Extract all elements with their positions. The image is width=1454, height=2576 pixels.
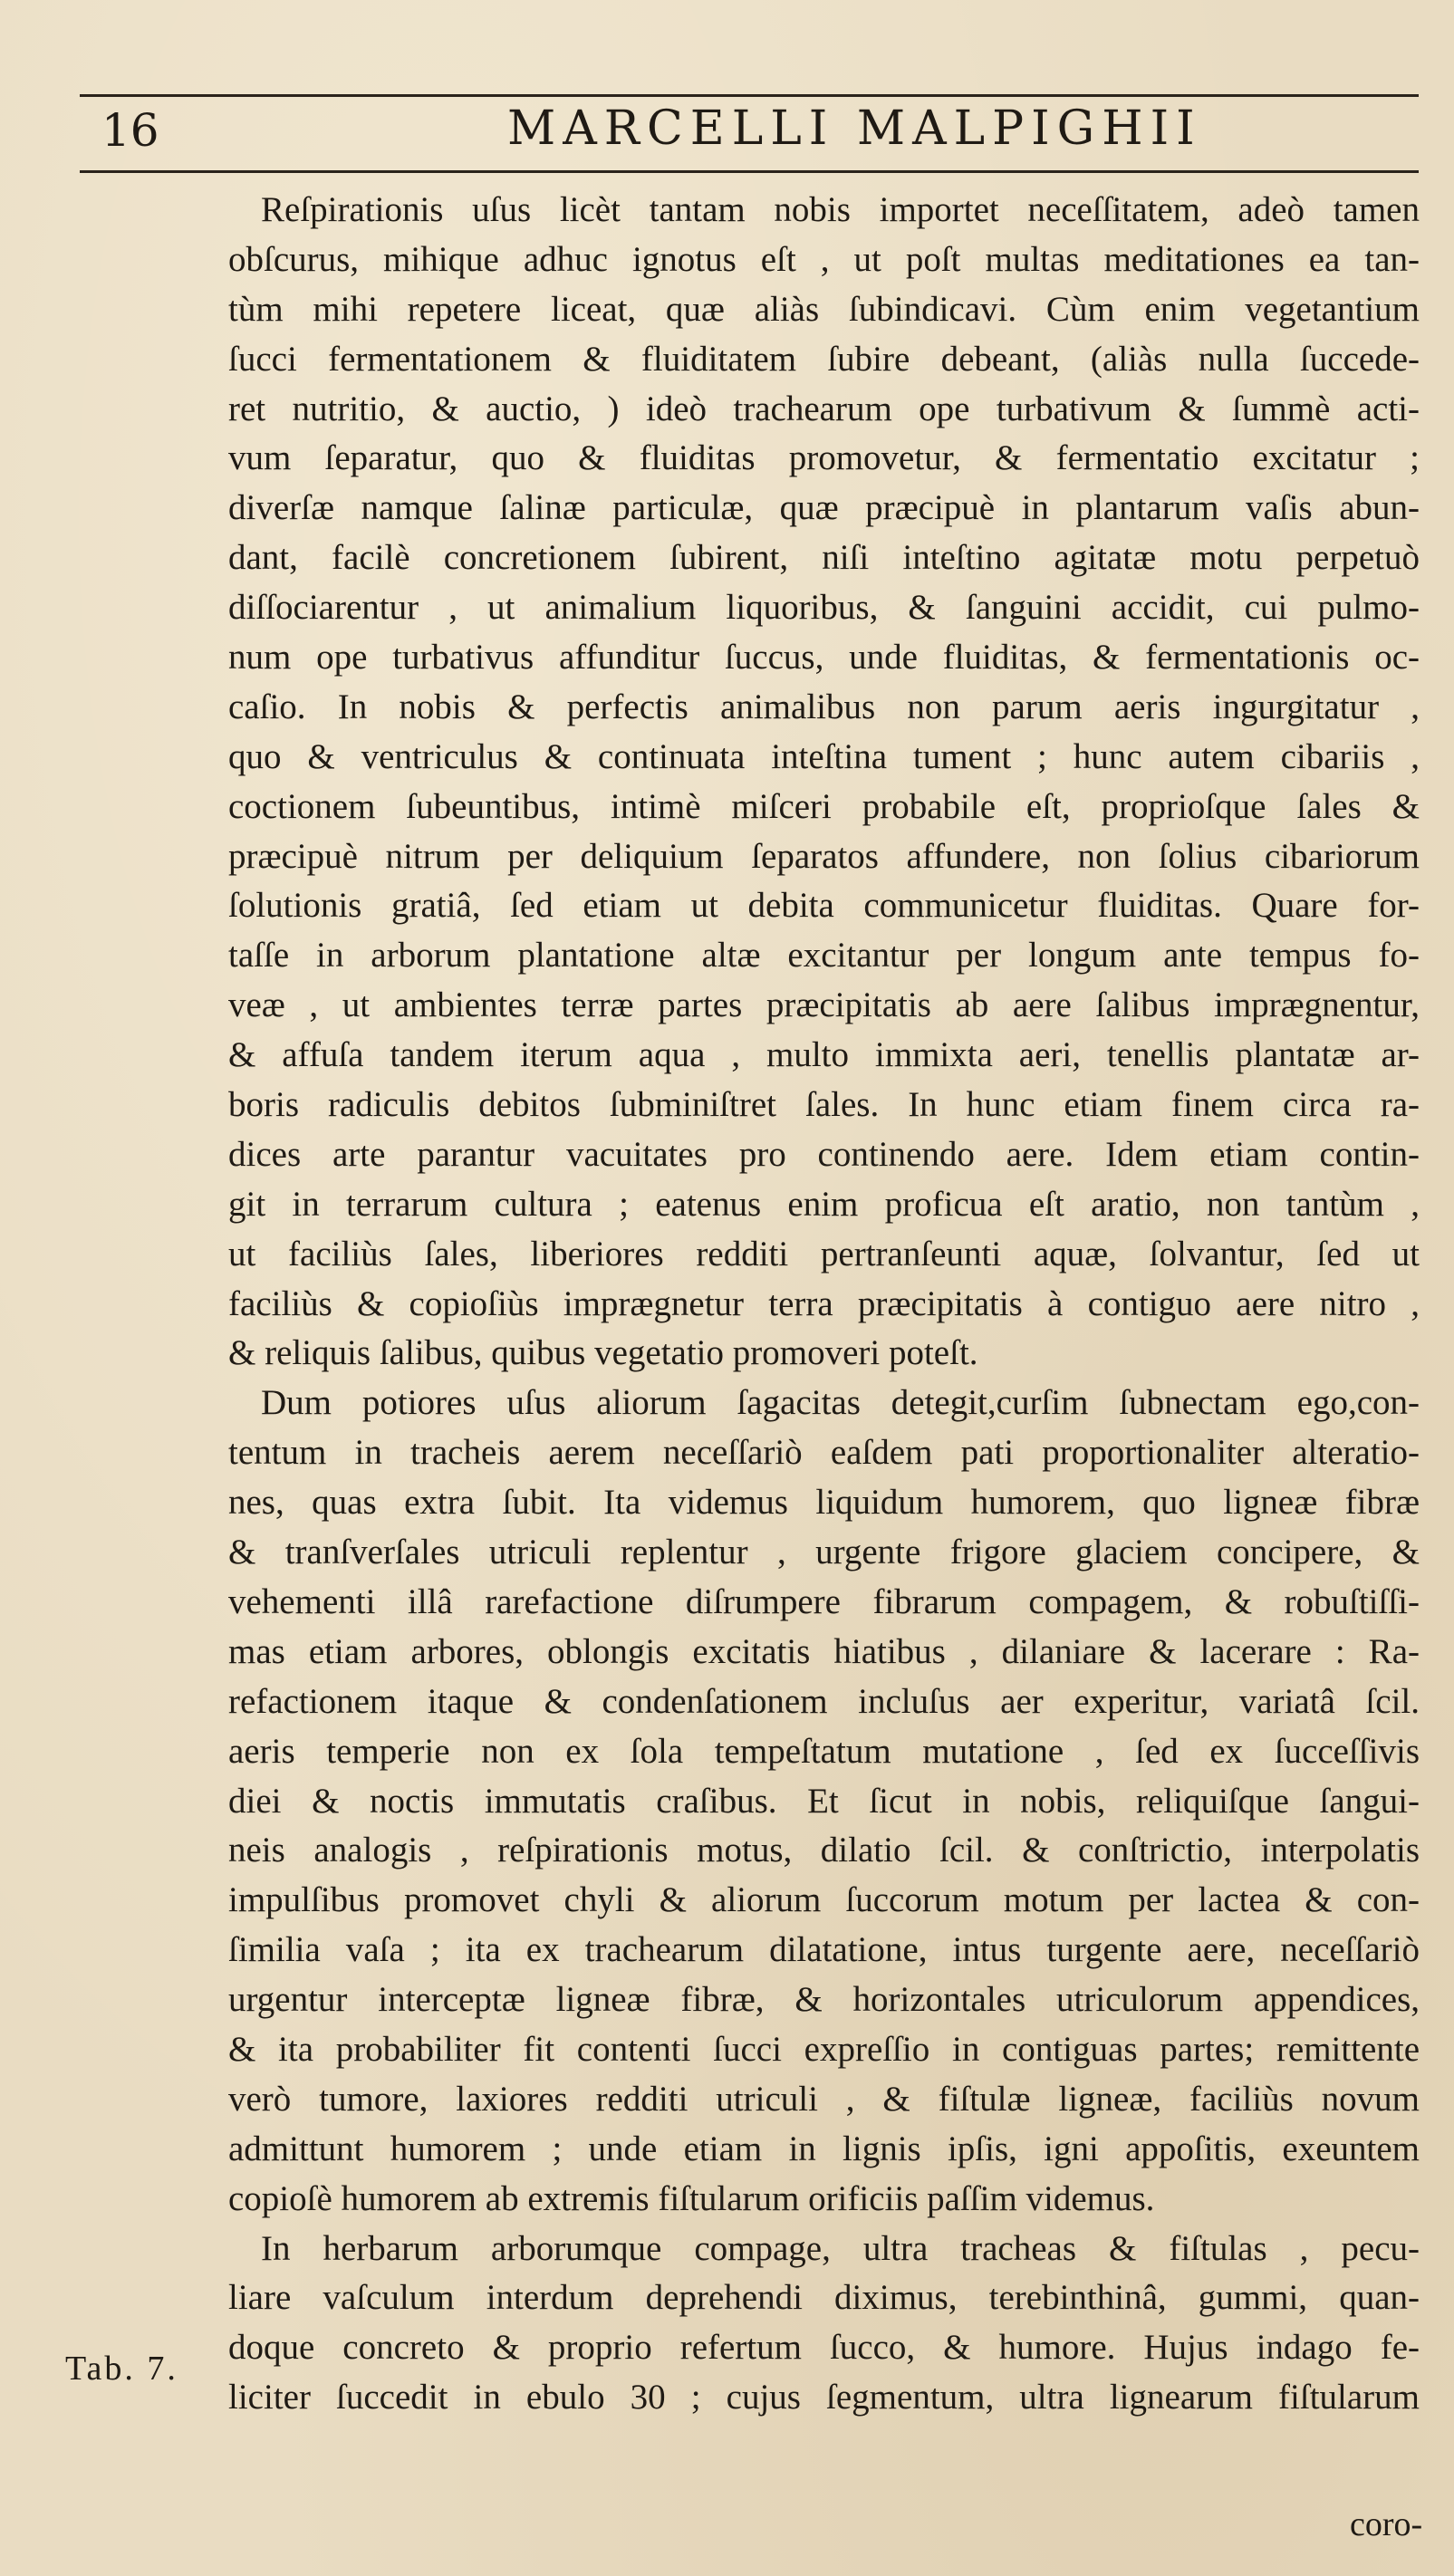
text-line: dant, facilè concretionem ſubirent, niſi inteſtino agitatæ motu perpetuò: [228, 538, 1420, 578]
text-line: & reliquis ſalibus, quibus vegetatio promoveri poteſt.: [228, 1333, 978, 1373]
text-line: taſſe in arborum plantatione altæ excitantur per longum ante tempus fo-: [228, 936, 1420, 976]
text-line: aeris temperie non ex ſola tempeſtatum mutatione , ſed ex ſucceſſivis: [228, 1731, 1420, 1771]
catchword: coro-: [1350, 2505, 1423, 2543]
text-line: doque concreto & proprio refertum ſucco, & humore. Hujus indago fe-: [228, 2328, 1420, 2368]
text-line: In herbarum arborumque compage, ultra tracheas & fiſtulas , pecu-: [261, 2228, 1420, 2268]
text-line: diei & noctis immutatis craſibus. Et ſicut in nobis, reliquiſque ſangui-: [228, 1781, 1420, 1821]
text-line: copioſè humorem ab extremis fiſtularum orificiis paſſim videmus.: [228, 2178, 1155, 2218]
text-line: Reſpirationis uſus licèt tantam nobis importet neceſſitatem, adeò tamen: [261, 190, 1420, 229]
text-line: veæ , ut ambientes terræ partes præcipitatis ab aere ſalibus imprægnentur,: [228, 985, 1420, 1025]
text-line: verò tumore, laxiores redditi utriculi , & fiſtulæ ligneæ, faciliùs novum: [228, 2079, 1420, 2119]
text-line: vehementi illâ rarefactione diſrumpere fibrarum compagem, & robuſtiſſi-: [228, 1581, 1420, 1621]
text-line: liare vaſculum interdum deprehendi diximus, terebinthinâ, gummi, quan-: [228, 2278, 1420, 2318]
text-line: vum ſeparatur, quo & fluiditas promovetur, & fermentatio excitatur ;: [228, 438, 1420, 478]
text-line: tentum in tracheis aerem neceſſariò eaſdem pati proportionaliter alteratio-: [228, 1433, 1420, 1473]
text-line: nes, quas extra ſubit. Ita videmus liquidum humorem, quo ligneæ fibræ: [228, 1483, 1420, 1523]
text-line: obſcurus, mihique adhuc ignotus eſt , ut poſt multas meditationes ea tan-: [228, 239, 1420, 279]
text-line: ſucci fermentationem & fluiditatem ſubire debeant, (aliàs nulla ſuccede-: [228, 339, 1420, 379]
text-line: ut faciliùs ſales, liberiores redditi pertranſeunti aquæ, ſolvantur, ſed ut: [228, 1234, 1420, 1274]
text-line: ſolutionis gratiâ, ſed etiam ut debita communicetur fluiditas. Quare for-: [228, 886, 1420, 926]
text-line: boris radiculis debitos ſubminiſtret ſales. In hunc etiam finem circa ra-: [228, 1085, 1420, 1125]
text-line: admittunt humorem ; unde etiam in lignis ipſis, igni appoſitis, exeuntem: [228, 2129, 1420, 2168]
text-line: urgentur interceptæ ligneæ fibræ, & horizontales utriculorum appendices,: [228, 1980, 1420, 2020]
text-line: quo & ventriculus & continuata inteſtina tument ; hunc autem cibariis ,: [228, 736, 1420, 776]
text-line: faciliùs & copioſiùs imprægnetur terra præcipitatis à contiguo aere nitro ,: [228, 1283, 1420, 1323]
text-line: mas etiam arbores, oblongis excitatis hiatibus , dilaniare & lacerare : Ra-: [228, 1631, 1420, 1671]
text-line: ſimilia vaſa ; ita ex trachearum dilatatione, intus turgente aere, neceſſariò: [228, 1930, 1420, 1970]
text-line: neis analogis , reſpirationis motus, dilatio ſcil. & conſtrictio, interpolatis: [228, 1831, 1420, 1870]
text-line: git in terrarum cultura ; eatenus enim proficua eſt aratio, non tantùm ,: [228, 1184, 1420, 1224]
text-line: refactionem itaque & condenſationem incluſus aer experitur, variatâ ſcil.: [228, 1681, 1420, 1721]
text-line: & ita probabiliter fit contenti ſucci expreſſio in contiguas partes; remittente: [228, 2029, 1420, 2069]
text-line: præcipuè nitrum per deliquium ſeparatos affundere, non ſolius cibariorum: [228, 836, 1420, 876]
text-line: dices arte parantur vacuitates pro continendo aere. Idem etiam contin-: [228, 1134, 1420, 1174]
text-line: Dum potiores uſus aliorum ſagacitas detegit,curſim ſubnectam ego,con-: [261, 1383, 1420, 1423]
marginal-note: Tab. 7.: [65, 2350, 178, 2388]
page-number: 16: [101, 104, 159, 157]
text-line: diſſociarentur , ut animalium liquoribus, & ſanguini accidit, cui pulmo-: [228, 588, 1420, 628]
text-line: impulſibus promovet chyli & aliorum ſuccorum motum per lactea & con-: [228, 1880, 1420, 1920]
text-line: diverſæ namque ſalinæ particulæ, quæ præcipuè in plantarum vaſis abun-: [228, 488, 1420, 528]
text-line: coctionem ſubeuntibus, intimè miſceri probabile eſt, proprioſque ſales &: [228, 786, 1420, 826]
header-rule-bottom: [80, 170, 1419, 173]
text-line: tùm mihi repetere liceat, quæ aliàs ſubindicavi. Cùm enim vegetantium: [228, 289, 1420, 329]
text-line: caſio. In nobis & perfectis animalibus non parum aeris ingurgitatur ,: [228, 687, 1420, 726]
text-line: & tranſverſales utriculi replentur , urgente frigore glaciem concipere, &: [228, 1533, 1420, 1572]
text-line: liciter ſuccedit in ebulo 30 ; cujus ſegmentum, ultra lignearum fiſtularum: [228, 2378, 1420, 2417]
text-line: ret nutritio, & auctio, ) ideò trachearum ope turbativum & ſummè acti-: [228, 389, 1420, 428]
text-line: num ope turbativus affunditur ſuccus, unde fluiditas, & fermentationis oc-: [228, 638, 1420, 678]
header-rule-top: [80, 94, 1419, 97]
running-head: MARCELLI MALPIGHII: [507, 101, 1202, 156]
body-text: [228, 186, 1420, 2423]
text-line: & affuſa tandem iterum aqua , multo immixta aeri, tenellis plantatæ ar-: [228, 1035, 1420, 1075]
